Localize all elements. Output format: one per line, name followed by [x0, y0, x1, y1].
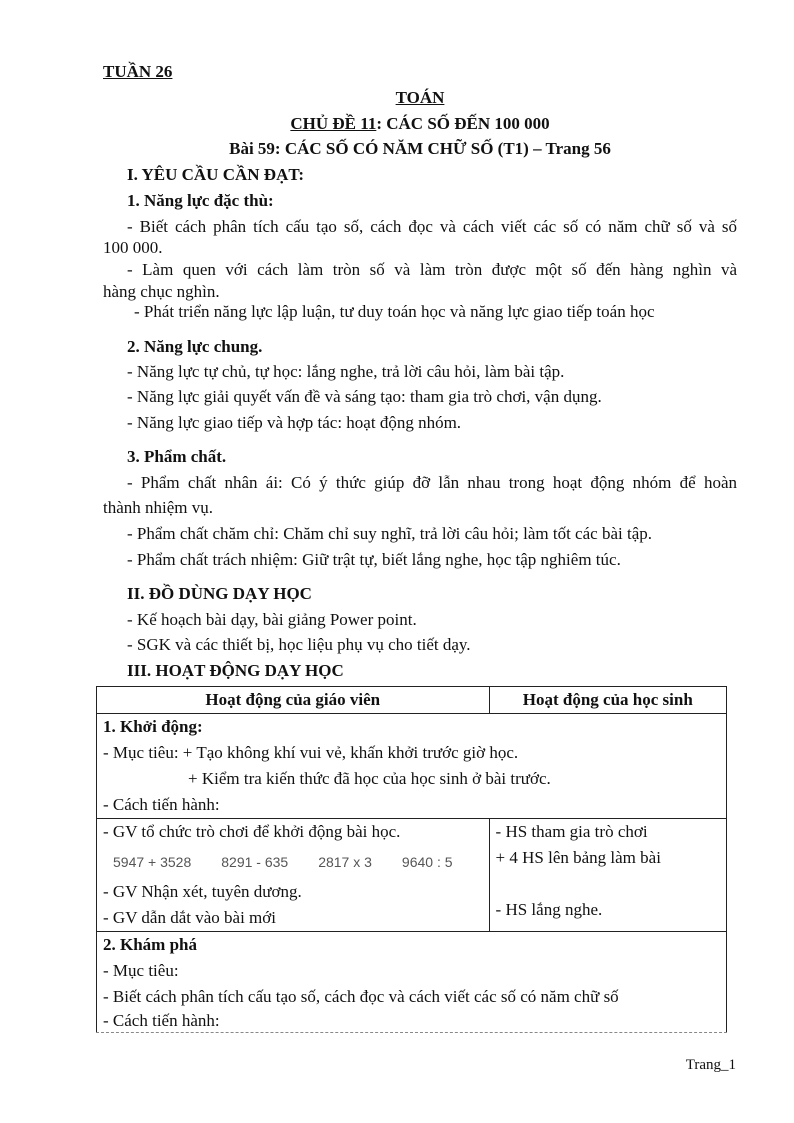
subject-title: TOÁN	[395, 88, 445, 107]
warmup-teacher-cell	[97, 819, 490, 932]
explore-line: - Biết cách phân tích cấu tạo số, cách đọc và cách viết các số có năm chữ số	[103, 987, 619, 1006]
text-line: thành nhiệm vụ.	[103, 498, 214, 517]
subsection-3-title: 3. Phẩm chất.	[127, 447, 227, 466]
topic-title	[103, 113, 737, 135]
student-step: + 4 HS lên bảng làm bài	[495, 848, 661, 867]
text-line: - Làm quen với cách làm tròn số và làm tròn được một số đến hàng nghìn và	[127, 260, 737, 279]
text-line: - Phát triển năng lực lập luận, tư duy toán học và năng lực giao tiếp toán học	[134, 302, 655, 321]
expression: 5947 + 3528	[113, 854, 192, 870]
explore-procedure: - Cách tiến hành:	[103, 1011, 220, 1030]
section-1-title: I. YÊU CẦU CẦN ĐẠT:	[127, 165, 305, 184]
student-step: - HS tham gia trò chơi	[495, 822, 648, 841]
warmup-row	[97, 714, 727, 819]
expression: 9640 : 5	[401, 854, 453, 870]
subsection-2-title: 2. Năng lực chung.	[127, 337, 263, 356]
expression-list	[103, 845, 483, 879]
text-line: hàng chục nghìn.	[103, 282, 220, 301]
teacher-step: - GV tổ chức trò chơi để khởi động bài học.	[103, 822, 401, 841]
text-line: - Phẩm chất nhân ái: Có ý thức giúp đỡ lẫn nhau trong hoạt động nhóm để hoàn	[127, 473, 737, 492]
text-line: - Biết cách phân tích cấu tạo số, cách đọc và cách viết các số có năm chữ số và số	[127, 217, 737, 236]
teacher-step: - GV Nhận xét, tuyên dương.	[103, 882, 302, 901]
expression: 2817 x 3	[318, 854, 372, 870]
explore-title: 2. Khám phá	[103, 935, 197, 954]
explore-row	[97, 932, 727, 1033]
warmup-title: 1. Khởi động:	[103, 717, 203, 736]
topic-label: CHỦ ĐỀ 11	[290, 114, 377, 133]
text-line: 100 000.	[103, 238, 163, 257]
text-line: - Phẩm chất trách nhiệm: Giữ trật tự, biết lắng nghe, học tập nghiêm túc.	[127, 550, 621, 569]
page-number: Trang_1	[685, 1057, 736, 1073]
student-step: - HS lắng nghe.	[495, 900, 603, 919]
text-line: - Kế hoạch bài dạy, bài giảng Power point.	[127, 610, 417, 629]
student-column-header: Hoạt động của học sinh	[489, 687, 726, 714]
topic-rest: : CÁC SỐ ĐẾN 100 000	[376, 114, 550, 133]
explore-goal: - Mục tiêu:	[103, 961, 179, 980]
text-line: - Năng lực giao tiếp và hợp tác: hoạt động nhóm.	[127, 413, 462, 432]
subsection-1-title: 1. Năng lực đặc thù:	[127, 191, 274, 210]
teacher-column-header: Hoạt động của giáo viên	[97, 687, 490, 714]
week-label: TUẦN 26	[103, 62, 173, 81]
text-line: - Phẩm chất chăm chỉ: Chăm chỉ suy nghĩ, trả lời câu hỏi; làm tốt các bài tập.	[127, 524, 652, 543]
text-line: - Năng lực giải quyết vấn đề và sáng tạo: tham gia trò chơi, vận dụng.	[127, 387, 602, 406]
warmup-goal-2: + Kiểm tra kiến thức đã học của học sinh ở bài trước.	[188, 769, 551, 788]
warmup-procedure: - Cách tiến hành:	[103, 795, 220, 814]
section-2-title: II. ĐỒ DÙNG DẠY HỌC	[127, 584, 312, 603]
lesson-title: Bài 59: CÁC SỐ CÓ NĂM CHỮ SỐ (T1) – Trang 56	[229, 139, 611, 158]
text-line: - Năng lực tự chủ, tự học: lắng nghe, trả lời câu hỏi, làm bài tập.	[127, 362, 565, 381]
warmup-student-cell	[489, 819, 726, 932]
warmup-goal-1: - Mục tiêu: + Tạo không khí vui vẻ, khấn khởi trước giờ học.	[103, 743, 519, 762]
table-bottom-border	[96, 1032, 727, 1033]
expression: 8291 - 635	[221, 854, 289, 870]
activities-table	[96, 686, 727, 1032]
teacher-step: - GV dẫn dắt vào bài mới	[103, 908, 276, 927]
text-line: - SGK và các thiết bị, học liệu phụ vụ cho tiết dạy.	[127, 635, 471, 654]
section-3-title: III. HOẠT ĐỘNG DẠY HỌC	[127, 661, 344, 680]
